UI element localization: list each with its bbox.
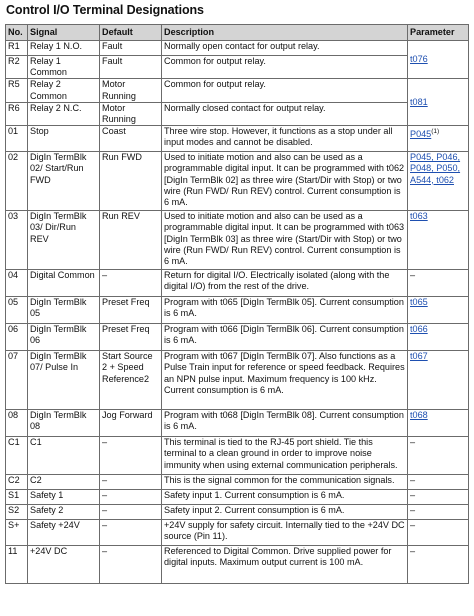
- header-no: No.: [6, 25, 28, 41]
- cell-default: –: [100, 505, 162, 520]
- cell-description: +24V supply for safety circuit. Internally tied to the +24V DC source (Pin 11).: [162, 520, 408, 546]
- cell-parameter: –: [408, 505, 469, 520]
- cell-signal: Relay 2 Common: [28, 79, 100, 102]
- table-row: [6, 475, 469, 490]
- cell-parameter: [408, 351, 469, 410]
- terminal-table: [5, 24, 469, 584]
- cell-parameter: [408, 79, 469, 126]
- cell-signal: Relay 2 N.C.: [28, 102, 100, 125]
- table-row: [6, 56, 469, 79]
- cell-default: –: [100, 270, 162, 297]
- cell-parameter: [408, 126, 469, 152]
- parameter-link[interactable]: t065: [410, 297, 428, 308]
- cell-default: Motor Running: [100, 79, 162, 102]
- header-signal: Signal: [28, 25, 100, 41]
- table-row: [6, 126, 469, 152]
- cell-parameter: –: [408, 546, 469, 584]
- table-header-row: [6, 25, 469, 41]
- cell-default: –: [100, 437, 162, 475]
- cell-description: Normally open contact for output relay.: [162, 41, 408, 56]
- cell-no: 03: [6, 211, 28, 270]
- cell-no: C1: [6, 437, 28, 475]
- cell-no: R1: [6, 41, 28, 56]
- parameter-link[interactable]: t067: [410, 351, 428, 362]
- table-row: [6, 297, 469, 324]
- cell-parameter: [408, 324, 469, 351]
- cell-signal: Stop: [28, 126, 100, 152]
- table-row: [6, 490, 469, 505]
- cell-default: –: [100, 490, 162, 505]
- cell-parameter: –: [408, 437, 469, 475]
- cell-no: S+: [6, 520, 28, 546]
- cell-no: 06: [6, 324, 28, 351]
- cell-description: This terminal is tied to the RJ-45 port shield. Tie this terminal to a clean ground in order to improve noise immunity when using external communication peripherals.: [162, 437, 408, 475]
- cell-parameter: [408, 152, 469, 211]
- table-row: [6, 270, 469, 297]
- cell-parameter: –: [408, 270, 469, 297]
- cell-default: –: [100, 475, 162, 490]
- cell-description: Used to initiate motion and also can be used as a programmable digital input. It can be programmed with t062 [DigIn TermBlk 02] as three wire (Start/Dir with Stop) or two wire (Run FWD/ Run REV) control. Current consumption is 6 mA.: [162, 152, 408, 211]
- cell-signal: Relay 1 Common: [28, 56, 100, 79]
- cell-description: Program with t067 [DigIn TermBlk 07]. Also functions as a Pulse Train input for reference or speed feedback. Requires an NPN pulse input. Maximum frequency is 100 kHz. Current consumption is 6 mA.: [162, 351, 408, 410]
- cell-no: 02: [6, 152, 28, 211]
- cell-default: Preset Freq: [100, 324, 162, 351]
- cell-description: Normally closed contact for output relay.: [162, 102, 408, 125]
- cell-no: 01: [6, 126, 28, 152]
- header-parameter: Parameter: [408, 25, 469, 41]
- cell-signal: C2: [28, 475, 100, 490]
- cell-default: –: [100, 520, 162, 546]
- cell-default: Fault: [100, 41, 162, 56]
- table-row: [6, 211, 469, 270]
- table-row: [6, 41, 469, 56]
- cell-default: Fault: [100, 56, 162, 79]
- table-row: [6, 102, 469, 125]
- cell-parameter: –: [408, 475, 469, 490]
- cell-default: Run REV: [100, 211, 162, 270]
- table-row: [6, 410, 469, 437]
- table-row: [6, 546, 469, 584]
- cell-signal: DigIn TermBlk 02/ Start/Run FWD: [28, 152, 100, 211]
- cell-description: Common for output relay.: [162, 79, 408, 102]
- table-row: [6, 437, 469, 475]
- cell-default: Start Source 2 + Speed Reference2: [100, 351, 162, 410]
- cell-description: Program with t068 [DigIn TermBlk 08]. Current consumption is 6 mA.: [162, 410, 408, 437]
- cell-signal: Safety +24V: [28, 520, 100, 546]
- cell-signal: Safety 2: [28, 505, 100, 520]
- table-row: [6, 505, 469, 520]
- parameter-link[interactable]: t068: [410, 410, 428, 421]
- page-title: Control I/O Terminal Designations: [6, 3, 204, 17]
- cell-signal: DigIn TermBlk 08: [28, 410, 100, 437]
- cell-parameter: [408, 41, 469, 79]
- cell-no: R6: [6, 102, 28, 125]
- table-row: [6, 351, 469, 410]
- cell-signal: Digital Common: [28, 270, 100, 297]
- cell-description: Safety input 2. Current consumption is 6 mA.: [162, 505, 408, 520]
- cell-default: Jog Forward: [100, 410, 162, 437]
- cell-no: R2: [6, 56, 28, 79]
- cell-signal: Relay 1 N.O.: [28, 41, 100, 56]
- cell-no: S2: [6, 505, 28, 520]
- cell-no: C2: [6, 475, 28, 490]
- parameter-link[interactable]: t081: [410, 96, 428, 107]
- cell-signal: DigIn TermBlk 03/ Dir/Run REV: [28, 211, 100, 270]
- table-row: [6, 79, 469, 102]
- cell-no: 07: [6, 351, 28, 410]
- table-row: [6, 152, 469, 211]
- cell-description: Used to initiate motion and also can be used as a programmable digital input. It can be programmed with t063 [DigIn TermBlk 03] as three wire (Start/Dir with Stop) or two wire (Run FWD/ Run REV) control. Current consumption is 6 mA.: [162, 211, 408, 270]
- cell-default: Run FWD: [100, 152, 162, 211]
- cell-no: 08: [6, 410, 28, 437]
- cell-signal: DigIn TermBlk 07/ Pulse In: [28, 351, 100, 410]
- cell-parameter: [408, 410, 469, 437]
- cell-description: Safety input 1. Current consumption is 6 mA.: [162, 490, 408, 505]
- cell-default: Coast: [100, 126, 162, 152]
- cell-no: 05: [6, 297, 28, 324]
- cell-signal: +24V DC: [28, 546, 100, 584]
- cell-description: Return for digital I/O. Electrically isolated (along with the digital I/O) from the rest of the drive.: [162, 270, 408, 297]
- cell-signal: Safety 1: [28, 490, 100, 505]
- cell-parameter: [408, 297, 469, 324]
- header-description: Description: [162, 25, 408, 41]
- cell-no: 04: [6, 270, 28, 297]
- cell-description: Three wire stop. However, it functions as a stop under all input modes and cannot be disabled.: [162, 126, 408, 152]
- cell-default: –: [100, 546, 162, 584]
- cell-no: S1: [6, 490, 28, 505]
- parameter-link[interactable]: t063: [410, 211, 428, 222]
- cell-signal: DigIn TermBlk 05: [28, 297, 100, 324]
- cell-description: This is the signal common for the communication signals.: [162, 475, 408, 490]
- parameter-link[interactable]: P045, P046, P048, P050, A544, t062: [410, 152, 461, 185]
- cell-signal: DigIn TermBlk 06: [28, 324, 100, 351]
- cell-description: Program with t066 [DigIn TermBlk 06]. Current consumption is 6 mA.: [162, 324, 408, 351]
- cell-description: Common for output relay.: [162, 56, 408, 79]
- parameter-link[interactable]: t076: [410, 54, 428, 65]
- cell-parameter: –: [408, 490, 469, 505]
- cell-description: Referenced to Digital Common. Drive supplied power for digital inputs. Maximum output current is 100 mA.: [162, 546, 408, 584]
- parameter-link[interactable]: t066: [410, 324, 428, 335]
- cell-default: Preset Freq: [100, 297, 162, 324]
- cell-description: Program with t065 [DigIn TermBlk 05]. Current consumption is 6 mA.: [162, 297, 408, 324]
- cell-signal: C1: [28, 437, 100, 475]
- cell-no: R5: [6, 79, 28, 102]
- cell-no: 11: [6, 546, 28, 584]
- cell-parameter: –: [408, 520, 469, 546]
- cell-default: Motor Running: [100, 102, 162, 125]
- cell-parameter: [408, 211, 469, 270]
- table-row: [6, 324, 469, 351]
- table-row: [6, 520, 469, 546]
- header-default: Default: [100, 25, 162, 41]
- footnote-marker: (1): [431, 128, 440, 136]
- parameter-link[interactable]: P045: [410, 129, 432, 140]
